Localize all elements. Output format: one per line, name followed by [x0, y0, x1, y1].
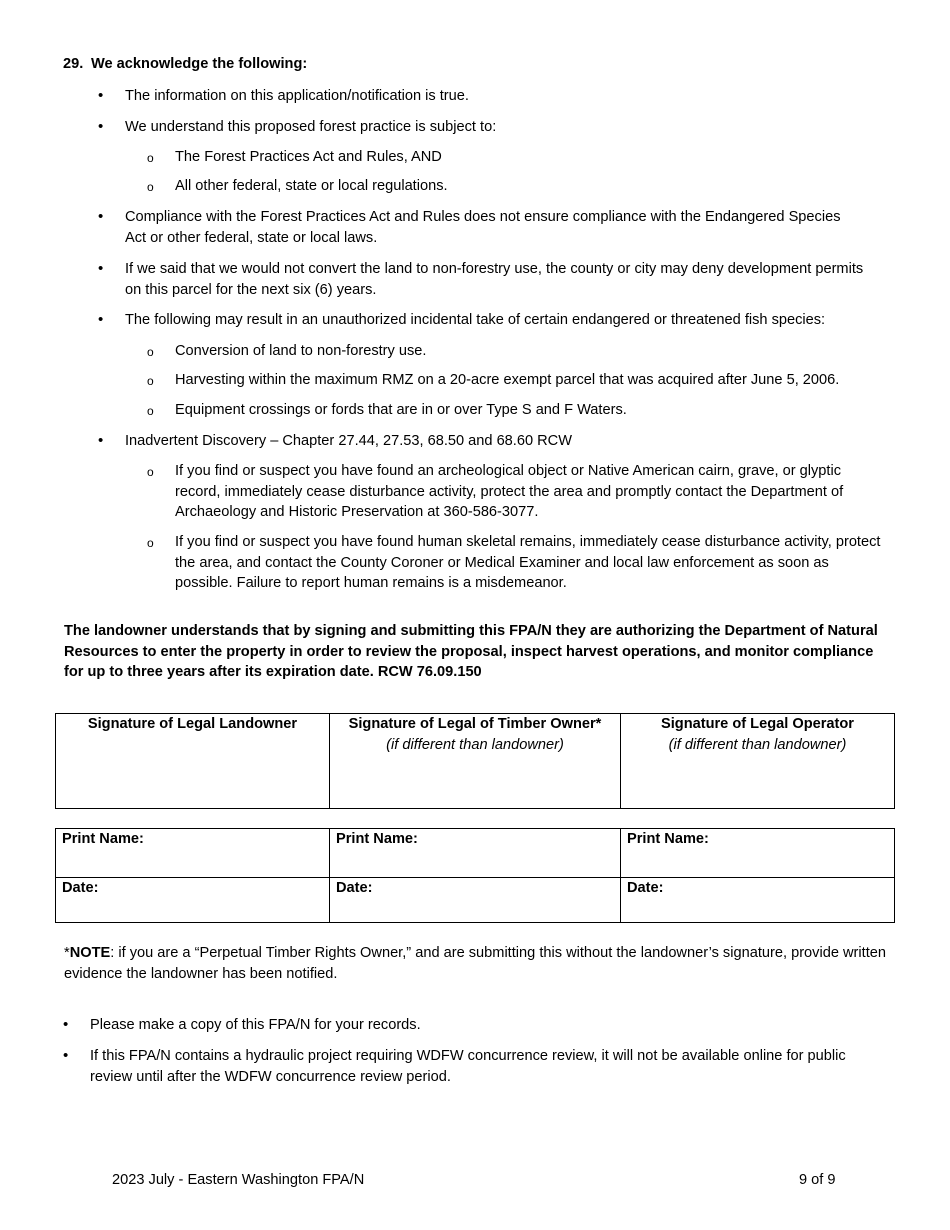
sub-list-item: o Equipment crossings or fords that are in or over Type S and F Waters. — [175, 400, 887, 421]
note-label: NOTE — [69, 945, 111, 961]
date-label: Date: — [62, 880, 99, 896]
print-name-label: Print Name: — [62, 831, 144, 847]
signature-subheading: (if different than landowner) — [386, 736, 564, 753]
list-item: • If this FPA/N contains a hydraulic project requiring WDFW concurrence review, it will not be available online for public review until after the WDFW concurrence review period. — [90, 1046, 865, 1087]
footer-page-number: 9 of 9 — [799, 1172, 836, 1188]
date-label: Date: — [336, 880, 373, 896]
section-title: We acknowledge the following: — [91, 56, 308, 72]
list-item: • Please make a copy of this FPA/N for your records. — [90, 1015, 890, 1036]
signature-table — [55, 713, 895, 809]
list-item: • The information on this application/notification is true. — [125, 86, 895, 107]
timber-rights-note — [64, 943, 894, 984]
sub-list-item: o If you find or suspect you have found an archeological object or Native American cairn, grave, or glyptic record, immediately cease disturbance activity, protect the area and promptly contact the Department of Archaeology and Historic Preservation at 360-586-3077. — [175, 461, 855, 523]
section-number: 29. — [63, 56, 84, 72]
sub-list-item: o The Forest Practices Act and Rules, AND — [175, 147, 887, 168]
section-heading — [63, 56, 307, 72]
timber-owner-print-name-field[interactable] — [330, 829, 621, 878]
sub-list-item: o Harvesting within the maximum RMZ on a 20-acre exempt parcel that was acquired after June 5, 2006. — [175, 370, 887, 391]
operator-print-name-field[interactable] — [621, 829, 895, 878]
print-name-label: Print Name: — [627, 831, 709, 847]
note-text: : if you are a “Perpetual Timber Rights Owner,” and are submitting this without the landowner’s signature, provide written evidence the landowner has been notified. — [64, 945, 886, 982]
list-item: • Compliance with the Forest Practices Act and Rules does not ensure compliance with the Endangered Species Act or other federal, state or local laws. — [125, 207, 845, 248]
timber-owner-signature-box[interactable] — [330, 714, 621, 809]
print-name-date-table — [55, 828, 895, 923]
sub-list-item: o If you find or suspect you have found human skeletal remains, immediately cease disturbance activity, protect the area, and contact the County Coroner or Medical Examiner and local law enforcement as soon as possible. Failure to report human remains is a misdemeanor. — [175, 532, 887, 594]
list-item: • If we said that we would not convert the land to non-forestry use, the county or city may deny development permits on this parcel for the next six (6) years. — [125, 259, 870, 300]
landowner-date-field[interactable] — [56, 878, 330, 923]
signature-heading: Signature of Legal Landowner — [87, 716, 298, 732]
timber-owner-date-field[interactable] — [330, 878, 621, 923]
signature-heading: Signature of Legal Operator — [661, 716, 854, 732]
signature-heading: Signature of Legal of Timber Owner* — [348, 716, 602, 732]
footer-form-version: 2023 July - Eastern Washington FPA/N — [112, 1172, 365, 1188]
note-prefix: * — [64, 945, 70, 961]
list-item: • The following may result in an unauthorized incidental take of certain endangered or threatened fish species: — [125, 310, 895, 331]
date-label: Date: — [627, 880, 664, 896]
signature-subheading: (if different than landowner) — [668, 736, 847, 753]
landowner-signature-box[interactable] — [56, 714, 330, 809]
print-name-label: Print Name: — [336, 831, 418, 847]
operator-signature-box[interactable] — [621, 714, 895, 809]
authorization-statement: The landowner understands that by signing and submitting this FPA/N they are authorizing the Department of Natural Resources to enter the property in order to review the proposal, inspect harvest operations, and monitor compliance for up to three years after its expiration date. RCW 76.09.150 — [64, 623, 878, 680]
landowner-print-name-field[interactable] — [56, 829, 330, 878]
list-item: • We understand this proposed forest practice is subject to: — [125, 117, 895, 138]
sub-list-item: o All other federal, state or local regulations. — [175, 176, 887, 197]
operator-date-field[interactable] — [621, 878, 895, 923]
sub-list-item: o Conversion of land to non-forestry use. — [175, 341, 887, 362]
list-item: • Inadvertent Discovery – Chapter 27.44, 27.53, 68.50 and 68.60 RCW — [125, 431, 895, 452]
